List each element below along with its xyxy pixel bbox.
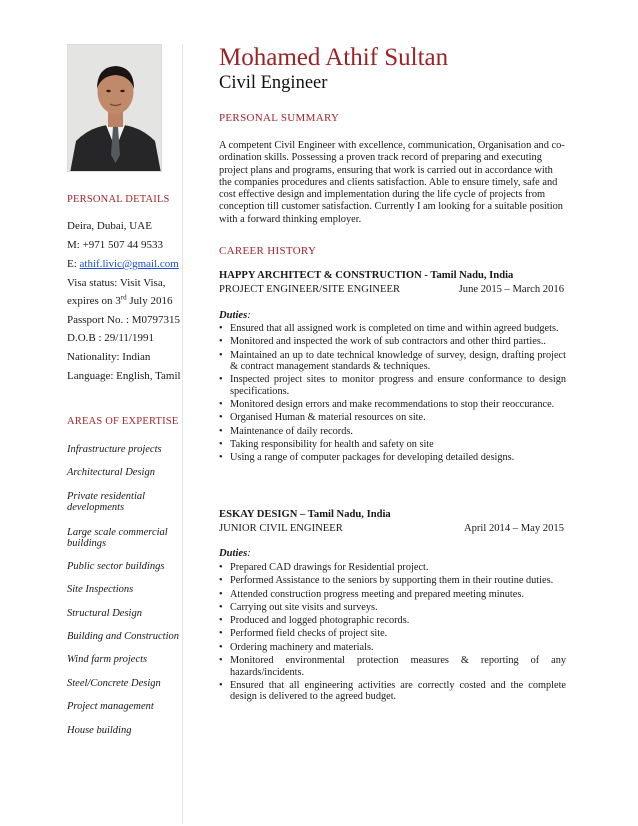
duty-text: Performed field checks of project site. xyxy=(230,628,388,640)
duty-item xyxy=(219,655,566,678)
nationality-text: Nationality: Indian xyxy=(67,351,151,363)
expertise-item: Infrastructure projects xyxy=(67,444,162,455)
personal-summary-text: A competent Civil Engineer with excellence, communication, Organisation and co-ordination skills. Possessing a proven track record of preparing and executing project plans and programs, ensuring that work is carried out in accordance with the companies procedures and clients satisfaction. Able to ensure timely, safe and cost effective design and implementation during the life cycle of projects from conception till customer satisfaction. Currently I am looking for a suitable position with a forward thinking employer. xyxy=(219,140,565,225)
duty-text: Ensured that all assigned work is completed on time and within agreed budgets. xyxy=(230,323,559,334)
duty-text: Organised Human & material resources on site. xyxy=(230,412,426,424)
duty-text: Monitored and inspected the work of sub contractors and other third parties.. xyxy=(230,336,546,348)
bullet-icon: • xyxy=(219,452,223,464)
visa-status-text: Visa status: Visit Visa, xyxy=(67,277,166,289)
duty-text: Maintenance of daily records. xyxy=(230,425,353,437)
bullet-icon: • xyxy=(219,336,223,348)
sidebar xyxy=(61,44,183,824)
duty-text: Ordering machinery and materials. xyxy=(230,641,374,653)
expiry-superscript: rd xyxy=(120,293,127,302)
expiry-prefix: expires on 3 xyxy=(67,295,121,307)
candidate-name: Mohamed Athif Sultan xyxy=(219,44,449,71)
expertise-item: Private residential developments xyxy=(67,491,146,513)
duty-item xyxy=(219,439,566,451)
bullet-icon: • xyxy=(219,399,223,411)
passport-text: Passport No. : M0797315 xyxy=(67,314,181,326)
job-position: PROJECT ENGINEER/SITE ENGINEER xyxy=(219,284,401,295)
duty-text: Prepared CAD drawings for Residential project. xyxy=(230,562,429,573)
bullet-icon: • xyxy=(219,641,223,653)
duty-item xyxy=(219,374,566,397)
expertise-item: Building and Construction xyxy=(67,631,180,642)
email-line xyxy=(67,258,179,270)
duty-text: Inspected project sites to monitor progress and ensure conformance to design specifications. xyxy=(230,374,566,397)
dob-text: D.O.B : 29/11/1991 xyxy=(67,332,154,344)
email-link[interactable]: athif.livic@gmail.com xyxy=(79,258,179,270)
duties-list xyxy=(219,323,566,466)
job-position: JUNIOR CIVIL ENGINEER xyxy=(219,523,343,534)
duty-item xyxy=(219,426,566,438)
duties-label-text: Duties xyxy=(219,310,248,321)
duty-text: Attended construction progress meeting and prepared meeting minutes. xyxy=(230,588,524,600)
job-company: HAPPY ARCHITECT & CONSTRUCTION - Tamil Nadu, India xyxy=(219,270,514,281)
expertise-item: Structural Design xyxy=(67,608,142,619)
job-dates: April 2014 – May 2015 xyxy=(463,523,564,534)
duty-item xyxy=(219,642,566,654)
expertise-item: Project management xyxy=(67,701,154,712)
duty-text: Ensured that all engineering activities are correctly costed and the complete design is delivered to the agreed budget. xyxy=(230,679,566,703)
expertise-item: Wind farm projects xyxy=(67,654,148,665)
duty-text: Produced and logged photographic records. xyxy=(230,615,410,627)
duty-item xyxy=(219,628,566,640)
bullet-icon: • xyxy=(219,412,223,424)
duty-item xyxy=(219,452,566,464)
duties-label xyxy=(219,310,251,321)
duty-text: Carrying out site visits and surveys. xyxy=(230,601,378,613)
email-prefix: E: xyxy=(67,258,80,270)
duties-label xyxy=(219,548,251,559)
bullet-icon: • xyxy=(219,349,223,361)
bullet-icon: • xyxy=(219,562,223,573)
duty-text: Taking responsibility for health and safety on site xyxy=(230,439,434,451)
bullet-icon: • xyxy=(219,588,223,600)
duty-item xyxy=(219,575,566,587)
duty-item xyxy=(219,562,566,574)
duties-label-text: Duties xyxy=(219,548,248,559)
expiry-suffix: July 2016 xyxy=(126,295,173,307)
duties-label-colon: : xyxy=(247,548,251,559)
duty-item xyxy=(219,399,566,411)
profile-photo xyxy=(67,44,162,172)
bullet-icon: • xyxy=(219,679,223,691)
personal-details-heading: PERSONAL DETAILS xyxy=(67,194,170,205)
areas-of-expertise-heading: AREAS OF EXPERTISE xyxy=(67,416,179,427)
expertise-item: Site Inspections xyxy=(67,584,134,595)
career-history-heading: CAREER HISTORY xyxy=(219,245,317,257)
bullet-icon: • xyxy=(219,439,223,451)
job-position-row xyxy=(219,523,566,534)
expertise-item: Architectural Design xyxy=(67,467,155,478)
duty-item xyxy=(219,412,566,424)
duty-item xyxy=(219,615,566,627)
duties-list xyxy=(219,562,566,705)
language-text: Language: English, Tamil xyxy=(67,370,181,382)
job-position-row xyxy=(219,284,566,295)
duty-text: Using a range of computer packages for developing detailed designs. xyxy=(230,452,515,464)
duty-item xyxy=(219,336,566,348)
job-dates: June 2015 – March 2016 xyxy=(458,284,564,295)
duty-item xyxy=(219,680,566,703)
candidate-role: Civil Engineer xyxy=(219,73,328,93)
address-text: Deira, Dubai, UAE xyxy=(67,220,152,232)
mobile-text: M: +971 507 44 9533 xyxy=(67,239,164,251)
expertise-item: House building xyxy=(67,725,132,736)
expertise-item: Steel/Concrete Design xyxy=(67,678,161,689)
expertise-item: Large scale commercial buildings xyxy=(67,527,168,549)
duty-text: Performed Assistance to the seniors by supporting them in their routine duties. xyxy=(230,575,554,587)
bullet-icon: • xyxy=(219,628,223,640)
bullet-icon: • xyxy=(219,601,223,613)
expertise-item: Public sector buildings xyxy=(67,561,165,572)
bullet-icon: • xyxy=(219,374,223,386)
duty-text: Maintained an up to date technical knowledge of survey, design, drafting project & contract management standards & techniques. xyxy=(230,349,566,373)
bullet-icon: • xyxy=(219,323,223,334)
duty-text: Monitored design errors and make recommendations to stop their reoccurance. xyxy=(230,399,555,411)
duties-label-colon: : xyxy=(247,310,251,321)
duty-item xyxy=(219,350,566,373)
bullet-icon: • xyxy=(219,655,223,667)
bullet-icon: • xyxy=(219,425,223,437)
profile-photo-image xyxy=(68,45,162,172)
bullet-icon: • xyxy=(219,615,223,627)
duty-item xyxy=(219,602,566,614)
visa-expiry-text xyxy=(67,295,172,307)
job-company: ESKAY DESIGN – Tamil Nadu, India xyxy=(219,509,391,520)
bullet-icon: • xyxy=(219,575,223,587)
duty-text: Monitored environmental protection measures & reporting of any hazards/incidents. xyxy=(230,655,566,678)
duty-item xyxy=(219,589,566,601)
personal-summary-heading: PERSONAL SUMMARY xyxy=(219,112,340,124)
duty-item xyxy=(219,323,566,335)
